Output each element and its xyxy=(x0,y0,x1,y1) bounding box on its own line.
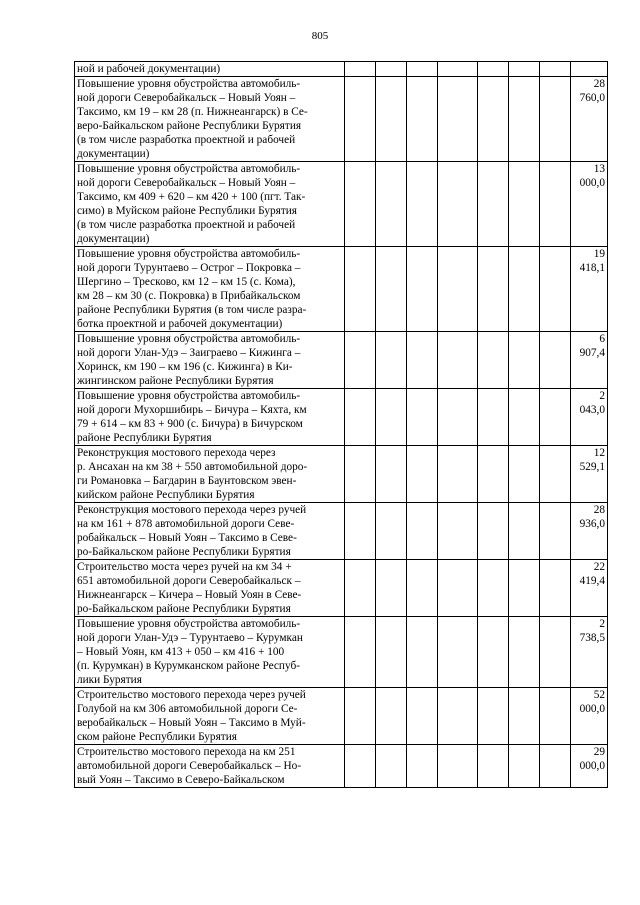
row-description: Строительство мостового перехода через ручей Голубой на км 306 автомобильной дороги Се- веробайкальск – Новый Уоян – Таксимо в Муй- ском районе Республики Бурятия xyxy=(77,689,306,743)
table-body xyxy=(75,62,608,788)
table-row xyxy=(75,62,608,77)
empty-cell xyxy=(407,503,438,560)
row-description: Повышение уровня обустройства автомобиль- ной дороги Улан-Удэ – Заиграево – Кижинга – Хоринск, км 190 – км 196 (с. Кижинга) в Ки- жингинском районе Республики Бурятия xyxy=(77,333,301,387)
empty-cell xyxy=(540,503,571,560)
empty-cell xyxy=(345,688,376,745)
empty-cell xyxy=(407,617,438,688)
row-description: Реконструкция мостового перехода через ручей на км 161 + 878 автомобильной дороги Севе- робайкальск – Новый Уоян – Таксимо в Севе- ро-Байкальском районе Республики Бурятия xyxy=(77,504,307,558)
row-amount: 22 419,4 xyxy=(571,560,608,617)
empty-cell xyxy=(509,503,540,560)
table-row xyxy=(75,617,608,688)
empty-cell xyxy=(345,560,376,617)
row-amount: 28 760,0 xyxy=(571,77,608,162)
row-amount: 2 043,0 xyxy=(571,389,608,446)
empty-cell xyxy=(345,77,376,162)
empty-cell xyxy=(345,247,376,332)
empty-cell xyxy=(438,62,478,77)
empty-cell xyxy=(376,62,407,77)
empty-cell xyxy=(407,162,438,247)
empty-cell xyxy=(376,503,407,560)
table-row xyxy=(75,446,608,503)
empty-cell xyxy=(407,332,438,389)
table-row xyxy=(75,745,608,788)
empty-cell xyxy=(407,62,438,77)
empty-cell xyxy=(540,389,571,446)
row-description-cell xyxy=(75,332,345,389)
row-description-cell xyxy=(75,247,345,332)
empty-cell xyxy=(376,247,407,332)
empty-cell xyxy=(509,446,540,503)
empty-cell xyxy=(478,503,509,560)
empty-cell xyxy=(540,62,571,77)
row-description: ной и рабочей документации) xyxy=(77,63,221,75)
row-description-cell xyxy=(75,560,345,617)
empty-cell xyxy=(376,688,407,745)
empty-cell xyxy=(540,560,571,617)
row-description-cell xyxy=(75,745,345,788)
row-amount: 28 936,0 xyxy=(571,503,608,560)
empty-cell xyxy=(376,560,407,617)
empty-cell xyxy=(376,617,407,688)
empty-cell xyxy=(438,446,478,503)
empty-cell xyxy=(509,162,540,247)
empty-cell xyxy=(345,332,376,389)
empty-cell xyxy=(509,688,540,745)
row-amount: 12 529,1 xyxy=(571,446,608,503)
empty-cell xyxy=(509,560,540,617)
empty-cell xyxy=(438,247,478,332)
empty-cell xyxy=(345,503,376,560)
empty-cell xyxy=(478,77,509,162)
empty-cell xyxy=(376,162,407,247)
row-description-cell xyxy=(75,162,345,247)
empty-cell xyxy=(438,389,478,446)
empty-cell xyxy=(345,617,376,688)
table-row xyxy=(75,389,608,446)
empty-cell xyxy=(438,77,478,162)
table-row xyxy=(75,332,608,389)
empty-cell xyxy=(438,745,478,788)
row-amount: 2 738,5 xyxy=(571,617,608,688)
empty-cell xyxy=(540,446,571,503)
row-amount: 13 000,0 xyxy=(571,162,608,247)
empty-cell xyxy=(376,389,407,446)
empty-cell xyxy=(509,62,540,77)
row-amount: 19 418,1 xyxy=(571,247,608,332)
row-description: Повышение уровня обустройства автомобиль- ной дороги Северобайкальск – Новый Уоян – Таксимо, км 409 + 620 – км 420 + 100 (пгт. Так- симо) в Муйском районе Республики Бурятия (в том числе разработка проектной и рабочей документации) xyxy=(77,163,306,245)
empty-cell xyxy=(509,389,540,446)
empty-cell xyxy=(376,745,407,788)
row-description: Строительство моста через ручей на км 34 + 651 автомобильной дороги Северобайкальск – Нижнеангарск – Кичера – Новый Уоян в Севе- ро-Байкальском районе Республики Бурятия xyxy=(77,561,302,615)
page-number: 805 xyxy=(311,30,329,42)
row-description-cell xyxy=(75,77,345,162)
row-amount: 29 000,0 xyxy=(571,745,608,788)
empty-cell xyxy=(345,446,376,503)
empty-cell xyxy=(407,247,438,332)
empty-cell xyxy=(478,745,509,788)
table-row xyxy=(75,77,608,162)
empty-cell xyxy=(376,77,407,162)
empty-cell xyxy=(345,162,376,247)
table-row xyxy=(75,688,608,745)
empty-cell xyxy=(478,332,509,389)
empty-cell xyxy=(438,617,478,688)
row-description: Повышение уровня обустройства автомобиль- ной дороги Северобайкальск – Новый Уоян – Таксимо, км 19 – км 28 (п. Нижнеангарск) в Се- веро-Байкальском районе Республики Бурятия (в том числе разработка проектной и рабочей документации) xyxy=(77,78,308,160)
row-amount: 6 907,4 xyxy=(571,332,608,389)
empty-cell xyxy=(407,77,438,162)
empty-cell xyxy=(407,745,438,788)
empty-cell xyxy=(345,62,376,77)
empty-cell xyxy=(478,389,509,446)
empty-cell xyxy=(509,745,540,788)
empty-cell xyxy=(540,332,571,389)
empty-cell xyxy=(407,389,438,446)
empty-cell xyxy=(540,617,571,688)
empty-cell xyxy=(438,503,478,560)
empty-cell xyxy=(438,332,478,389)
empty-cell xyxy=(438,560,478,617)
row-description-cell xyxy=(75,617,345,688)
table-row xyxy=(75,560,608,617)
empty-cell xyxy=(540,688,571,745)
empty-cell xyxy=(540,745,571,788)
empty-cell xyxy=(478,162,509,247)
row-description-cell xyxy=(75,688,345,745)
empty-cell xyxy=(478,62,509,77)
empty-cell xyxy=(438,688,478,745)
empty-cell xyxy=(540,77,571,162)
empty-cell xyxy=(478,560,509,617)
empty-cell xyxy=(478,688,509,745)
empty-cell xyxy=(407,688,438,745)
empty-cell xyxy=(478,247,509,332)
row-description: Повышение уровня обустройства автомобиль- ной дороги Улан-Удэ – Турунтаево – Курумкан – Новый Уоян, км 413 + 050 – км 416 + 100 (п. Курумкан) в Курумканском районе Респуб- лики Бурятия xyxy=(77,618,303,686)
row-description-cell xyxy=(75,389,345,446)
row-description: Повышение уровня обустройства автомобиль- ной дороги Турунтаево – Острог – Покровка – Шергино – Тресково, км 12 – км 15 (с. Кома), км 28 – км 30 (с. Покровка) в Прибайкальском районе Республики Бурятия (в том числе разра- ботка проектной и рабочей документации) xyxy=(77,248,307,330)
row-description: Строительство мостового перехода на км 251 автомобильной дороги Северобайкальск – Но- вый Уоян – Таксимо в Северо-Байкальском xyxy=(77,746,302,786)
row-description-cell xyxy=(75,62,345,77)
empty-cell xyxy=(376,446,407,503)
empty-cell xyxy=(509,332,540,389)
row-description: Реконструкция мостового перехода через р. Ансахан на км 38 + 550 автомобильной доро- ги Романовка – Багдарин в Баунтовском эвен- кийском районе Республики Бурятия xyxy=(77,447,308,501)
row-description-cell xyxy=(75,446,345,503)
budget-table xyxy=(74,61,608,788)
table-row xyxy=(75,503,608,560)
empty-cell xyxy=(407,446,438,503)
row-amount: 52 000,0 xyxy=(571,688,608,745)
table-row xyxy=(75,162,608,247)
empty-cell xyxy=(540,162,571,247)
empty-cell xyxy=(540,247,571,332)
empty-cell xyxy=(345,745,376,788)
row-description: Повышение уровня обустройства автомобиль- ной дороги Мухоршибирь – Бичура – Кяхта, км 79 + 614 – км 83 + 900 (с. Бичура) в Бичурском районе Республики Бурятия xyxy=(77,390,307,444)
empty-cell xyxy=(345,389,376,446)
table-row xyxy=(75,247,608,332)
row-description-cell xyxy=(75,503,345,560)
empty-cell xyxy=(478,617,509,688)
empty-cell xyxy=(509,247,540,332)
empty-cell xyxy=(376,332,407,389)
empty-cell xyxy=(509,77,540,162)
empty-cell xyxy=(438,162,478,247)
empty-cell xyxy=(478,446,509,503)
row-amount xyxy=(571,62,608,77)
empty-cell xyxy=(509,617,540,688)
empty-cell xyxy=(407,560,438,617)
